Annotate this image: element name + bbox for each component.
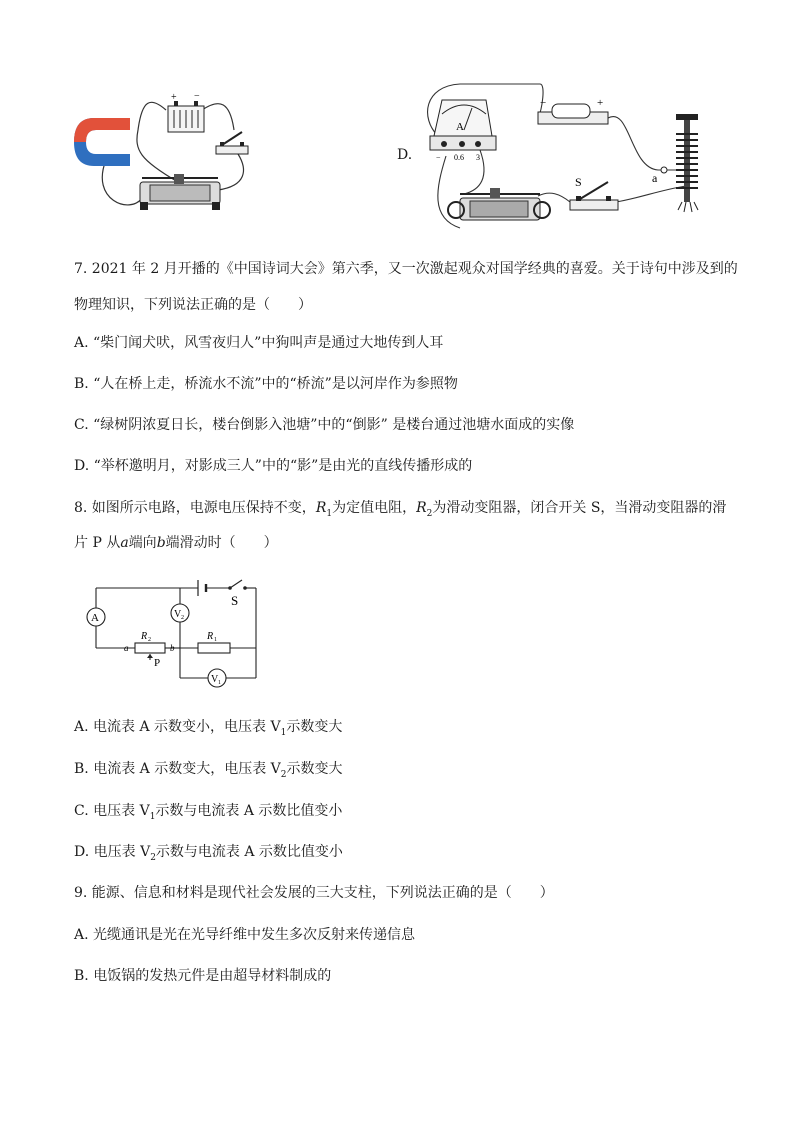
q9-option-a: A. 光缆通讯是光在光导纤维中发生多次反射来传递信息 xyxy=(74,927,416,943)
battery-plus-sign: + xyxy=(597,97,604,109)
r2-subscript: 2 xyxy=(148,637,151,643)
q8-option-b-sub: 2 xyxy=(280,769,287,780)
terminal-minus: − xyxy=(436,153,441,162)
q8-option-b xyxy=(74,760,343,784)
q8-option-c-text-2: 示数与电流表 A 示数比值变小 xyxy=(155,803,343,819)
q8-option-d-text-2: 示数与电流表 A 示数比值变小 xyxy=(155,844,343,860)
v2-subscript: 2 xyxy=(181,615,184,621)
q8-end-a-symbol: a xyxy=(120,535,129,551)
battery-icon xyxy=(538,97,608,124)
v2-label: V xyxy=(174,609,182,620)
battery-icon xyxy=(168,91,204,132)
rheostat-icon xyxy=(140,174,220,210)
electromagnet-icon xyxy=(652,114,698,212)
switch-label: S xyxy=(575,175,582,189)
switch-icon xyxy=(570,175,618,210)
terminal-06: 0.6 xyxy=(454,153,464,162)
q7-stem-line-1: 7. 2021 年 2 月开播的《中国诗词大会》第六季，又一次激起观众对国学经典的喜爱。关于诗句中涉及到的 xyxy=(74,261,738,277)
q8-line2-part-3: 端滑动时（ ） xyxy=(165,535,278,551)
q8-option-a-sub: 1 xyxy=(280,727,287,738)
v1-subscript: 1 xyxy=(218,680,221,686)
slider-p-label: P xyxy=(154,657,161,669)
u-magnet-icon xyxy=(74,118,130,166)
q8-r1-subscript: 1 xyxy=(326,508,333,519)
voltmeter-v1-icon xyxy=(208,669,226,687)
q8-option-d-text-1: D. 电压表 V xyxy=(74,844,151,860)
battery-minus-sign: − xyxy=(540,97,547,109)
q7-option-b: B. “人在桥上走，桥流水不流”中的“桥流”是以河岸作为参照物 xyxy=(74,376,458,392)
switch-s-label: S xyxy=(231,593,239,608)
q8-stem-line-2 xyxy=(74,534,278,552)
q8-option-b-text-2: 示数变大 xyxy=(286,761,343,777)
voltmeter-v2-icon xyxy=(171,604,189,622)
switch-symbol-icon xyxy=(228,580,247,608)
figure-magnet-circuit xyxy=(70,90,260,220)
q8-option-d-sub: 2 xyxy=(150,852,156,863)
q8-option-a-text-2: 示数变大 xyxy=(286,719,343,735)
q8-r2-subscript: 2 xyxy=(426,508,433,519)
r1-subscript: 1 xyxy=(214,637,217,643)
option-d-figure-label: D. xyxy=(397,147,413,163)
q7-option-c: C. “绿树阴浓夏日长，楼台倒影入池塘”中的“倒影” 是楼台通过池塘水面成的实像 xyxy=(74,417,575,433)
battery-plus-sign: + xyxy=(171,92,177,103)
q8-option-c xyxy=(74,802,342,826)
q9-option-b: B. 电饭锅的发热元件是由超导材料制成的 xyxy=(74,968,332,984)
battery-minus-sign: − xyxy=(194,91,200,102)
q8-option-a-text-1: A. 电流表 A 示数变小，电压表 V xyxy=(74,719,281,735)
ammeter-symbol-icon xyxy=(87,608,105,626)
switch-icon xyxy=(216,132,248,154)
r1-label: R xyxy=(207,631,214,642)
ammeter-icon xyxy=(430,100,496,162)
q8-option-c-sub: 1 xyxy=(149,811,156,822)
q8-r1-symbol: R xyxy=(315,500,327,516)
point-a-label: a xyxy=(652,171,658,185)
battery-symbol-icon xyxy=(198,580,206,596)
q8-option-b-text-1: B. 电流表 A 示数变大，电压表 V xyxy=(74,761,281,777)
resistor-r2-icon xyxy=(124,631,175,669)
q7-option-d: D. “举杯邀明月，对影成三人”中的“影”是由光的直线传播形成的 xyxy=(74,458,473,474)
r2-label: R xyxy=(141,631,148,642)
ammeter-label: A xyxy=(456,121,464,133)
q8-stem-part-3: 为滑动变阻器，闭合开关 S，当滑动变阻器的滑 xyxy=(432,500,727,516)
q8-line2-part-1: 片 P 从 xyxy=(74,535,121,551)
rheostat-icon xyxy=(448,188,550,220)
q7-stem-line-2: 物理知识，下列说法正确的是（ ） xyxy=(74,297,312,313)
end-b-label: b xyxy=(170,643,175,653)
q8-stem-line-1 xyxy=(74,499,726,523)
end-a-label: a xyxy=(124,643,129,653)
v1-label: V xyxy=(211,674,219,685)
q8-end-b-symbol: b xyxy=(156,535,166,551)
q7-option-a: A. “柴门闻犬吠，风雪夜归人”中狗叫声是通过大地传到人耳 xyxy=(74,335,444,351)
q8-option-d xyxy=(74,843,343,867)
terminal-3: 3 xyxy=(476,153,480,162)
q8-r2-symbol: R xyxy=(416,500,427,516)
figure-electromagnet-circuit xyxy=(420,78,720,238)
q8-circuit-diagram xyxy=(80,578,270,693)
q8-option-a xyxy=(74,718,342,742)
resistor-r1-icon xyxy=(198,631,230,653)
q8-option-c-text-1: C. 电压表 V xyxy=(74,803,150,819)
q8-stem-part-1: 8. 如图所示电路，电源电压保持不变， xyxy=(74,500,316,516)
q8-stem-part-2: 为定值电阻， xyxy=(332,500,417,516)
q8-line2-part-2: 端向 xyxy=(128,535,157,551)
ammeter-a-label: A xyxy=(91,612,99,624)
q9-stem: 9. 能源、信息和材料是现代社会发展的三大支柱，下列说法正确的是（ ） xyxy=(74,885,554,901)
